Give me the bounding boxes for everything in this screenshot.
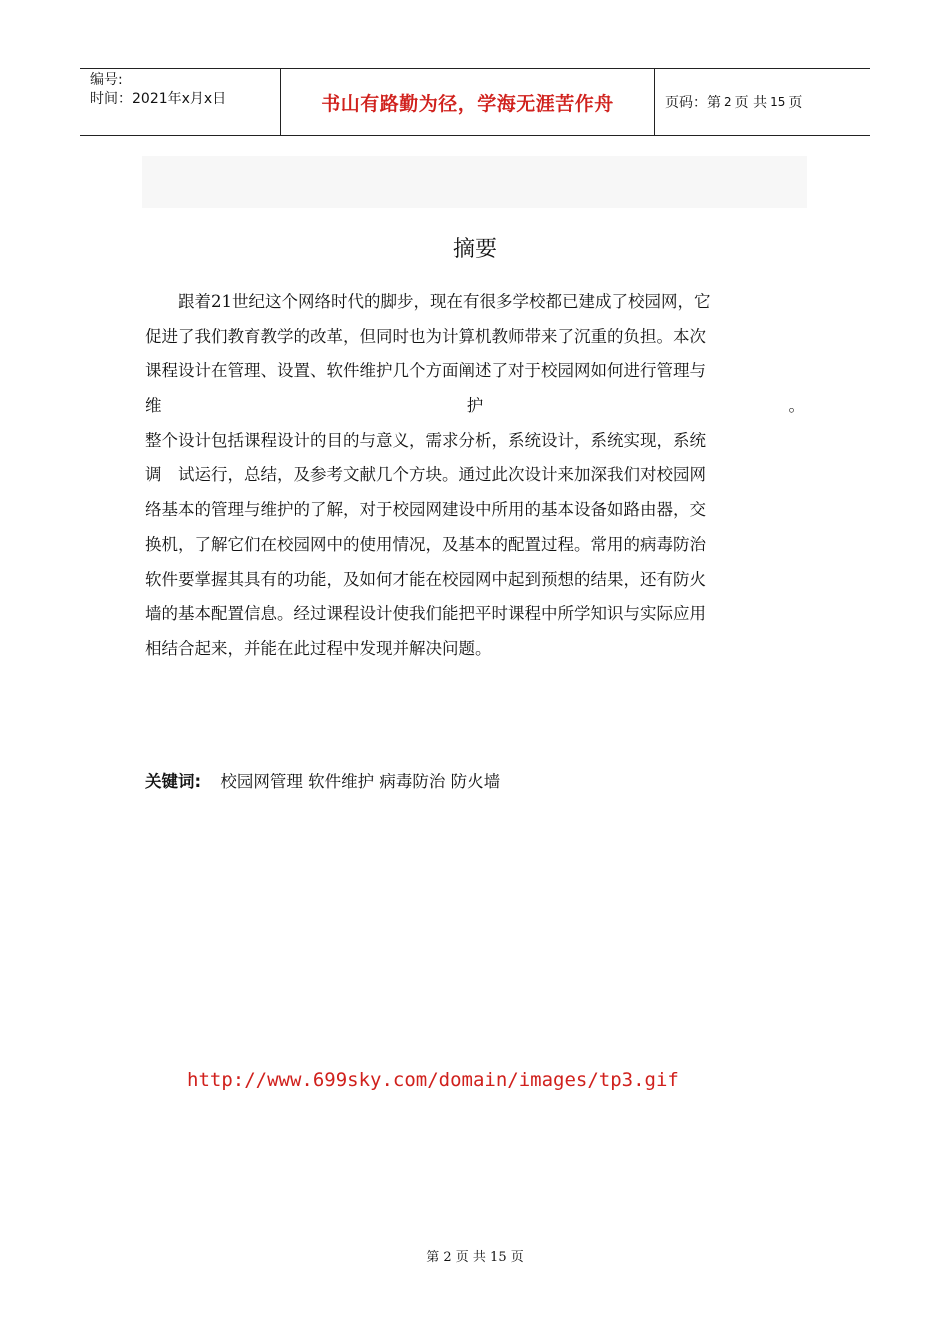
page-prefix: 页码：第 [665,95,721,111]
number-label: 编号: [90,72,123,88]
header-meta [80,69,281,135]
abstract-line: 课程设计在管理、设置、软件维护几个方面阐述了对于校园网如何进行管理与 [145,361,706,381]
time-label: 时间：2021年x月x日 [90,91,227,107]
page-total: 15 [770,95,786,109]
page-mid: 页 共 [734,95,768,111]
page-current: 2 [724,95,732,109]
keywords [145,768,500,792]
abstract-line: 维护。 [145,396,805,416]
image-link[interactable]: http://www.699sky.com/domain/images/tp3.gif [187,1069,679,1091]
abstract-line: 络基本的管理与维护的了解，对于校园网建设中所用的基本设备如路由器，交 [145,500,706,520]
page-footer: 第 2 页 共 15 页 [426,1250,524,1265]
abstract-line: 整个设计包括课程设计的目的与意义，需求分析，系统设计，系统实现，系统 [145,430,706,450]
abstract-line: 墙的基本配置信息。经过课程设计使我们能把平时课程中所学知识与实际应用 [145,604,706,624]
motto: 书山有路勤为径，学海无涯苦作舟 [321,92,614,115]
abstract-line: 跟着21世纪这个网络时代的脚步，现在有很多学校都已建成了校园网，它 [145,292,711,311]
page-title: 摘要 [452,237,497,262]
header-motto-cell [281,69,655,135]
header-page-info [655,69,870,135]
keywords-values: 校园网管理 软件维护 病毒防治 防火墙 [220,772,501,791]
abstract-line: 相结合起来，并能在此过程中发现并解决问题。 [145,638,492,658]
page-header [80,68,870,136]
abstract-line: 促进了我们教育教学的改革，但同时也为计算机教师带来了沉重的负担。本次 [145,326,706,346]
keywords-label: 关键词: [145,772,202,791]
abstract-line: 换机，了解它们在校园网中的使用情况，及基本的配置过程。常用的病毒防治 [145,534,706,554]
gray-band [142,156,807,208]
abstract-line: 软件要掌握其具有的功能，及如何才能在校园网中起到预想的结果，还有防火 [145,569,706,589]
page-suffix: 页 [788,95,803,111]
abstract-body [145,285,805,667]
abstract-line: 调 试运行，总结，及参考文献几个方块。通过此次设计来加深我们对校园网 [145,465,706,485]
